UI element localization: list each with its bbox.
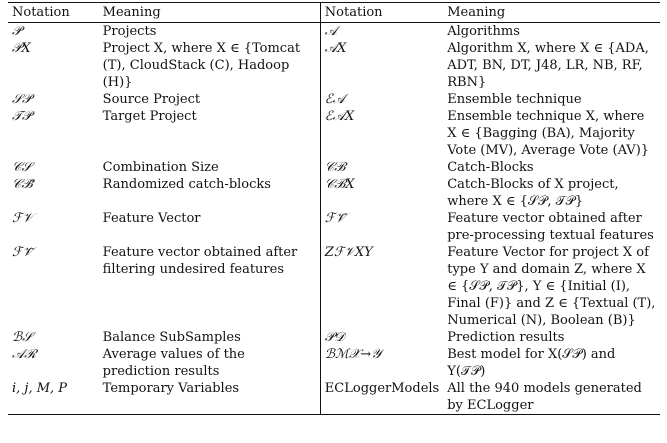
notation-table (8, 2, 660, 415)
table-row (8, 159, 660, 176)
notation-cell: 𝒜ℛ (12, 347, 37, 362)
meaning-cell: Feature vector obtained after filtering undesired features (99, 244, 321, 329)
table-row (8, 329, 660, 346)
meaning-cell: Catch-Blocks (447, 160, 534, 175)
notation-cell: ℱ𝒱̃ (12, 245, 34, 260)
notation-cell: 𝒜X (324, 41, 347, 56)
meaning-cell: All the 940 models generated by ECLogger (443, 380, 660, 415)
meaning-cell: Source Project (99, 91, 321, 108)
notation-cell: 𝒫𝒟 (324, 330, 345, 345)
notation-cell: ECLoggerModels (320, 380, 443, 415)
meaning-cell: Balance SubSamples (99, 329, 321, 346)
meaning-cell: Project X, where X ∈ {Tomcat (T), CloudStack (C), Hadoop (H)} (99, 40, 321, 91)
notation-cell: 𝒜 (324, 24, 338, 39)
table-row (8, 380, 660, 415)
header-notation-right: Notation (320, 3, 443, 23)
table-row (8, 40, 660, 91)
meaning-cell: Algorithm X, where X ∈ {ADA, ADT, BN, DT, J48, LR, NB, RF, RBN} (447, 41, 649, 90)
meaning-cell: Temporary Variables (99, 380, 321, 415)
table-row (8, 91, 660, 108)
meaning-cell: Best model for X(𝒮𝒫) and Y(𝒯𝒫) (447, 347, 616, 379)
notation-cell: ℱ𝒱̂ (324, 211, 346, 226)
notation-cell: 𝒮𝒫 (12, 92, 32, 107)
meaning-cell: Average values of the prediction results (99, 346, 321, 380)
meaning-cell: Feature Vector (99, 210, 321, 244)
table-row (8, 23, 660, 41)
notation-cell: 𝒞𝒮 (12, 160, 32, 175)
meaning-cell: Projects (99, 23, 321, 41)
meaning-cell: Combination Size (99, 159, 321, 176)
header-notation-left: Notation (8, 3, 99, 23)
notation-cell: 𝒫X (12, 41, 31, 56)
notation-cell: Zℱ𝒱XY (324, 245, 373, 260)
notation-cell: 𝒯𝒫 (12, 109, 32, 124)
notation-cell: 𝒞ℬ̃ (12, 177, 33, 192)
notation-cell: 𝒞ℬX (324, 177, 355, 192)
notation-cell: ℬℳ𝒳→𝒴 (324, 347, 382, 362)
header-meaning-right: Meaning (443, 3, 660, 23)
meaning-cell: Catch-Blocks of X project, where X ∈ {𝒮𝒫, 𝒯𝒫} (447, 177, 619, 209)
meaning-cell: Feature Vector for project X of type Y and domain Z, where X ∈ {𝒮𝒫, 𝒯𝒫}, Y ∈ {Initial (I), Final (F)} and Z ∈ {Textual (T), Numerical (N), Boolean (B)} (447, 245, 656, 328)
header-meaning-left: Meaning (99, 3, 321, 23)
table-row (8, 210, 660, 244)
meaning-cell: Randomized catch-blocks (99, 176, 321, 210)
notation-cell: ℬ𝒮 (12, 330, 33, 345)
table-row (8, 108, 660, 159)
table-row (8, 346, 660, 380)
notation-cell: i, j, M, P (8, 380, 99, 415)
meaning-cell: Ensemble technique X, where X ∈ {Bagging (BA), Majority Vote (MV), Average Vote (AV)} (447, 109, 650, 158)
meaning-cell: Prediction results (447, 330, 565, 345)
table-row (8, 244, 660, 329)
meaning-cell: Ensemble technique (447, 92, 582, 107)
notation-cell: ℰ𝒜X (324, 109, 355, 124)
table-header-row (8, 3, 660, 23)
notation-cell: 𝒫 (12, 24, 22, 39)
meaning-cell: Algorithms (447, 24, 520, 39)
table-row (8, 176, 660, 210)
notation-cell: ℰ𝒜 (324, 92, 345, 107)
meaning-cell: Target Project (99, 108, 321, 159)
notation-cell: 𝒞ℬ (324, 160, 346, 175)
notation-cell: ℱ𝒱 (12, 211, 34, 226)
meaning-cell: Feature vector obtained after pre-processing textual features (447, 211, 654, 243)
